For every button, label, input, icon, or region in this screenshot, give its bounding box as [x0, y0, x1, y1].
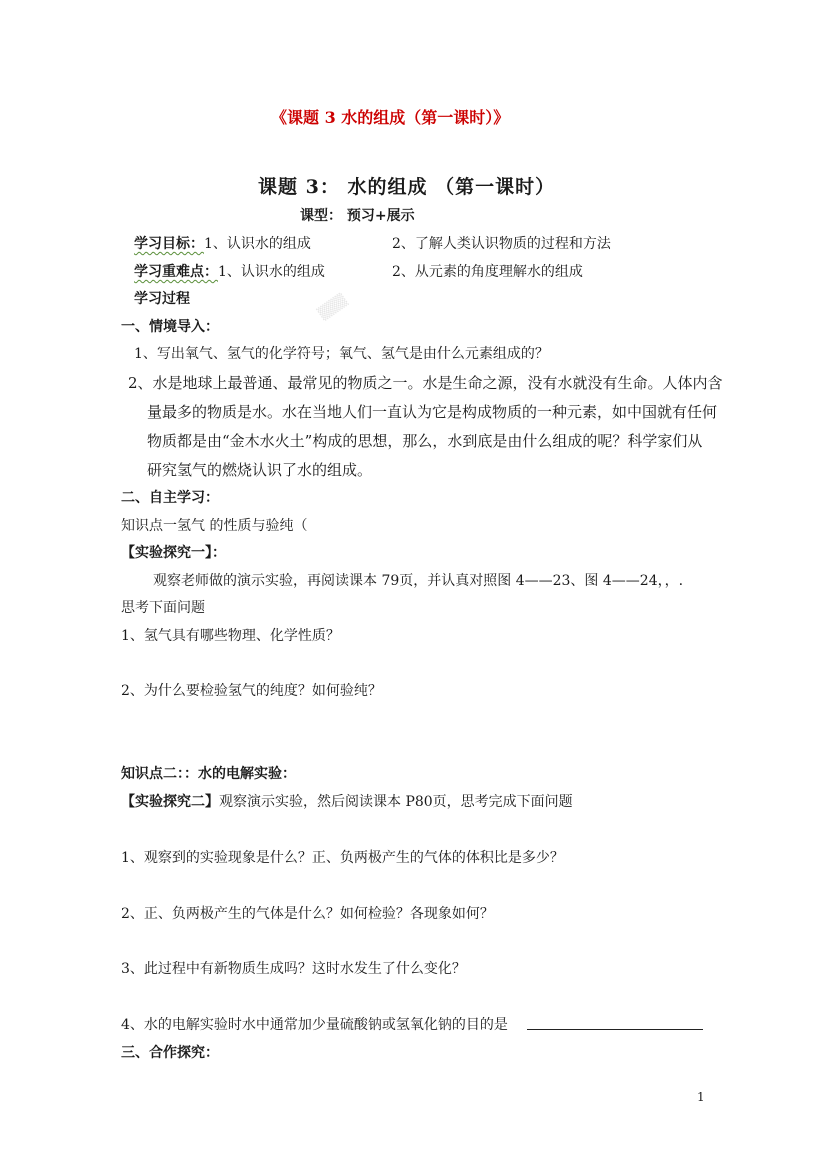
experiment-1-label: 【实验探究一】： [121, 545, 226, 561]
watermark: ▒▒▒ [316, 292, 350, 323]
answer-blank-line[interactable] [527, 1029, 703, 1030]
section-1-heading: 一、情境导入： [121, 319, 219, 335]
section-3-heading: 三、合作探究： [121, 1045, 219, 1061]
goals-item-1: 1、认识水的组成 [204, 236, 311, 252]
process-heading: 学习过程 [134, 291, 190, 307]
hydrogen-question-1: 1、氢气具有哪些物理、化学性质？ [121, 628, 340, 644]
electrolysis-question-4: 4、水的电解实验时水中通常加少量硫酸钠或氢氧化钠的目的是 [121, 1017, 508, 1033]
key-points [134, 261, 325, 281]
experiment-2-text: 观察演示实验，然后阅读课本 P80页，思考完成下面问题 [219, 794, 573, 810]
lesson-type-value: 预习+展示 [342, 208, 415, 224]
lesson-type-label: 课型： [300, 208, 342, 224]
knowledge-point-1: 知识点一氢气 的性质与验纯（ [121, 518, 308, 534]
electrolysis-question-1: 1、观察到的实验现象是什么？正、负两极产生的气体的体积比是多少？ [121, 850, 564, 866]
hydrogen-question-2: 2、为什么要检验氢气的纯度？如何验纯？ [121, 683, 382, 699]
experiment-2 [121, 791, 573, 811]
key-points-item-1: 1、认识水的组成 [218, 264, 325, 280]
intro-paragraph-2-line-1: 2、水是地球上最普通、最常见的物质之一。水是生命之源，没有水就没有生命。人体内含 [128, 374, 723, 392]
intro-paragraph-2-line-4: 研究氢气的燃烧认识了水的组成。 [147, 461, 373, 479]
section-2-heading: 二、自主学习： [121, 490, 219, 506]
page-number: 1 [697, 1090, 705, 1104]
intro-paragraph-2-line-2: 量最多的物质是水。水在当地人们一直认为它是构成物质的一种元素，如中国就有任何 [147, 403, 718, 421]
experiment-1-text-2: 思考下面问题 [121, 600, 205, 616]
electrolysis-question-2: 2、正、负两极产生的气体是什么？如何检验？各现象如何？ [121, 906, 494, 922]
electrolysis-question-3: 3、此过程中有新物质生成吗？这时水发生了什么变化？ [121, 961, 466, 977]
document-header-title: 《课题 3 水的组成（第一课时）》 [271, 108, 510, 127]
lesson-type [300, 205, 415, 225]
page-title: 课题 3： 水的组成 （第一课时） [258, 176, 556, 198]
key-points-item-2: 2、从元素的角度理解水的组成 [392, 264, 583, 280]
intro-question-1: 1、写出氧气、氢气的化学符号；氧气、氢气是由什么元素组成的？ [134, 346, 549, 362]
key-points-label: 学习重难点： [134, 264, 218, 280]
goals-item-2: 2、了解人类认识物质的过程和方法 [392, 236, 611, 252]
intro-paragraph-2-line-3: 物质都是由“金木水火土”构成的思想，那么，水到底是由什么组成的呢？科学家们从 [147, 432, 703, 450]
goals-label: 学习目标： [134, 236, 204, 252]
learning-goals [134, 233, 311, 253]
knowledge-point-2: 知识点二：：水的电解实验： [121, 766, 296, 782]
experiment-2-label: 【实验探究二】 [121, 794, 219, 810]
experiment-1-text: 观察老师做的演示实验，再阅读课本 79页，并认真对照图 4——23、图 4——24，，. [153, 573, 684, 589]
